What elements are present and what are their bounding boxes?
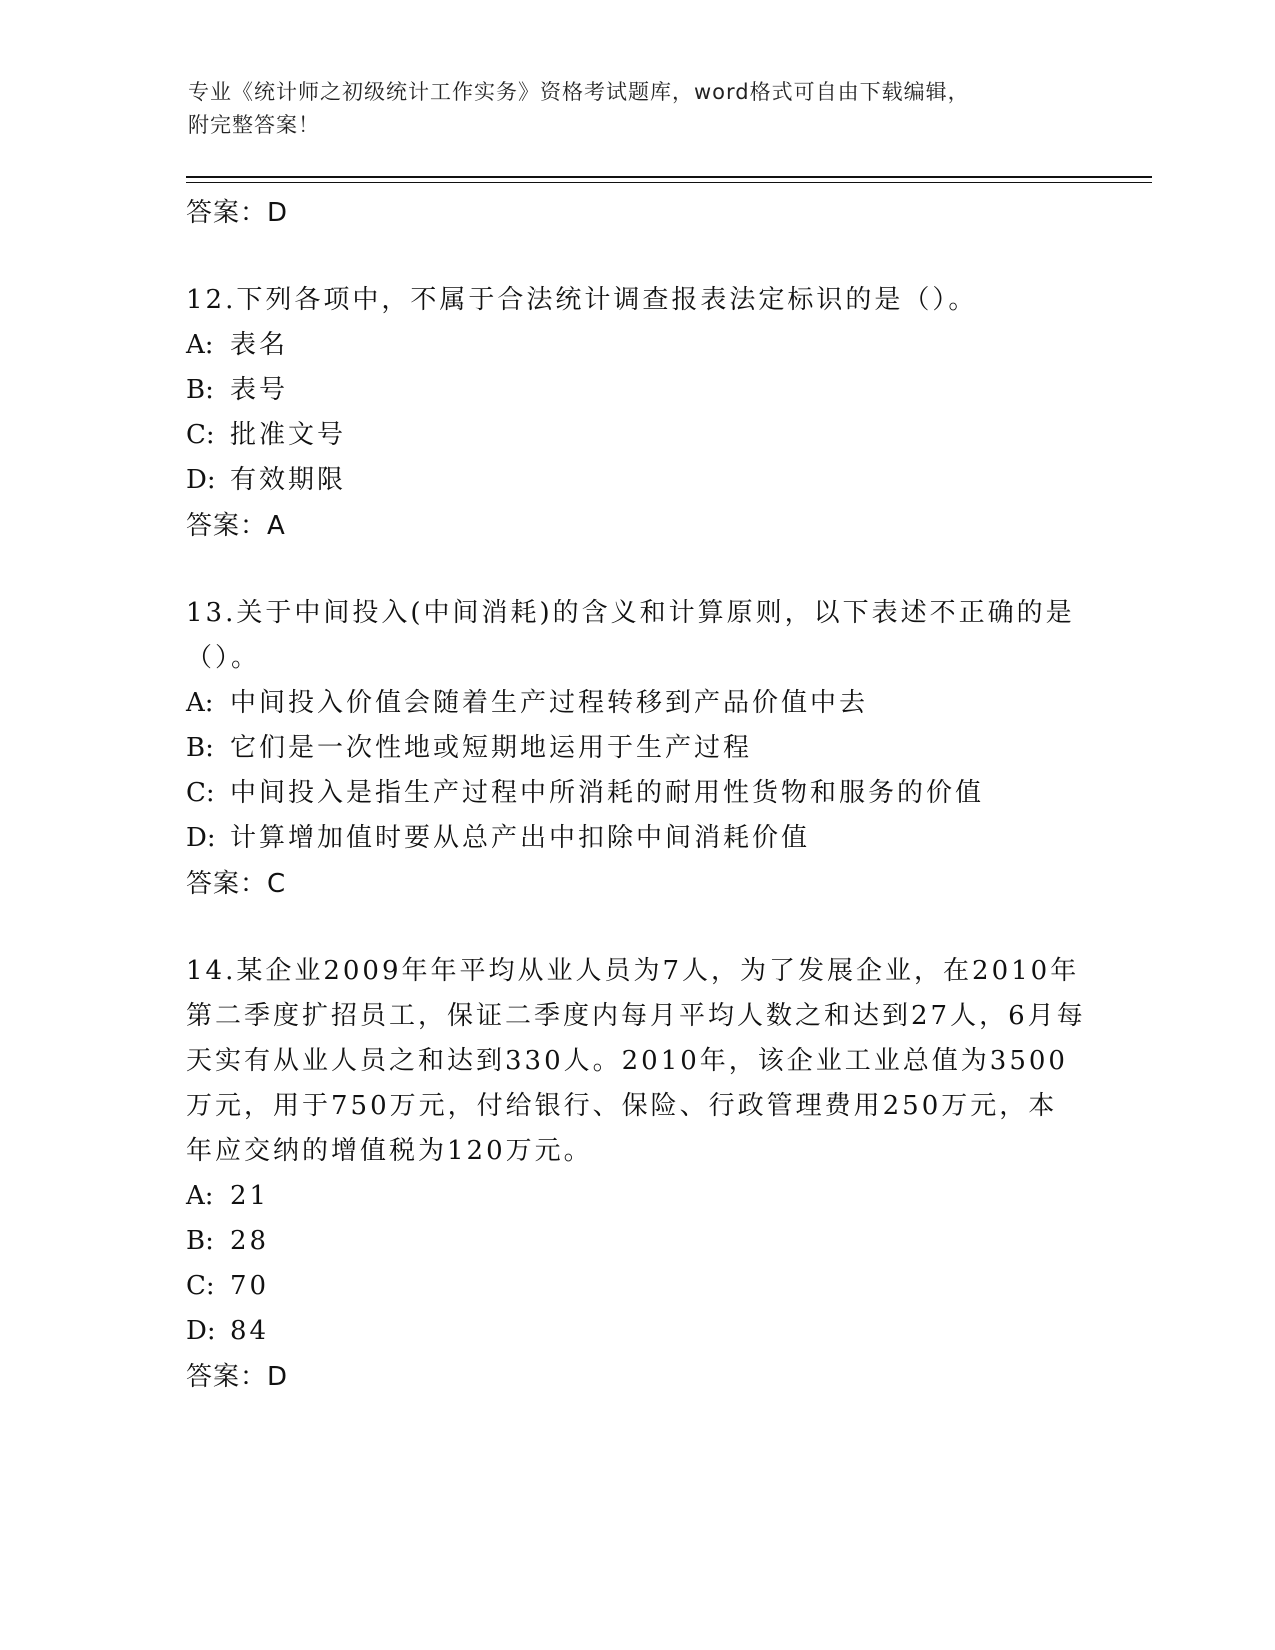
option-letter: A:: [186, 1181, 214, 1211]
option-c: [186, 1264, 1086, 1309]
document-header: [188, 76, 1068, 142]
option-text: 表名: [230, 330, 289, 360]
option-text: 28: [230, 1226, 270, 1256]
header-line-2: 附完整答案！: [188, 113, 320, 137]
option-letter: C:: [186, 420, 215, 450]
option-letter: C:: [186, 1271, 215, 1301]
answer-line: 答案：D: [186, 1362, 289, 1392]
header-divider-thick: [186, 176, 1152, 178]
option-letter: B:: [186, 733, 214, 763]
option-d: [186, 458, 1086, 503]
option-b: [186, 726, 1086, 771]
question-list: [186, 190, 1086, 1400]
option-c: [186, 771, 1086, 816]
previous-answer: 答案：D: [186, 198, 289, 228]
header-line-1: 专业《统计师之初级统计工作实务》资格考试题库，word格式可自由下载编辑，: [188, 80, 970, 104]
option-text: 70: [230, 1271, 270, 1301]
option-a: [186, 323, 1086, 368]
option-letter: C:: [186, 778, 215, 808]
option-d: [186, 816, 1086, 861]
option-letter: B:: [186, 375, 214, 405]
option-b: [186, 1219, 1086, 1264]
option-a: [186, 1174, 1086, 1219]
option-letter: D:: [186, 1316, 216, 1346]
option-text: 中间投入价值会随着生产过程转移到产品价值中去: [230, 688, 869, 718]
option-letter: D:: [186, 465, 216, 495]
option-letter: B:: [186, 1226, 214, 1256]
question-block-13: [186, 591, 1086, 907]
question-block-12: [186, 278, 1086, 549]
option-letter: D:: [186, 823, 216, 853]
option-c: [186, 413, 1086, 458]
option-text: 批准文号: [230, 420, 347, 450]
option-text: 它们是一次性地或短期地运用于生产过程: [230, 733, 753, 763]
option-text: 21: [230, 1181, 270, 1211]
answer-line: 答案：A: [186, 511, 286, 541]
question-block-14: [186, 949, 1086, 1400]
option-d: [186, 1309, 1086, 1354]
header-divider-thin: [186, 182, 1152, 183]
answer-line: 答案：C: [186, 869, 287, 899]
question-stem: 12.下列各项中，不属于合法统计调查报表法定标识的是（）。: [186, 285, 978, 315]
option-text: 84: [230, 1316, 270, 1346]
question-stem: 13.关于中间投入(中间消耗)的含义和计算原则，以下表述不正确的是（）。: [186, 598, 1075, 673]
question-stem: 14.某企业2009年年平均从业人员为7人，为了发展企业，在2010年第二季度扩招员工，保证二季度内每月平均人数之和达到27人，6月每天实有从业人员之和达到330人。2010年，该企业工业总值为3500万元，用于750万元，付给银行、保险、行政管理费用250万元，本年应交纳的增值税为120万元。: [186, 956, 1086, 1166]
option-a: [186, 681, 1086, 726]
option-letter: A:: [186, 688, 214, 718]
option-text: 中间投入是指生产过程中所消耗的耐用性货物和服务的价值: [230, 778, 985, 808]
option-text: 表号: [230, 375, 289, 405]
option-letter: A:: [186, 330, 214, 360]
option-text: 有效期限: [230, 465, 347, 495]
option-b: [186, 368, 1086, 413]
option-text: 计算增加值时要从总产出中扣除中间消耗价值: [230, 823, 811, 853]
